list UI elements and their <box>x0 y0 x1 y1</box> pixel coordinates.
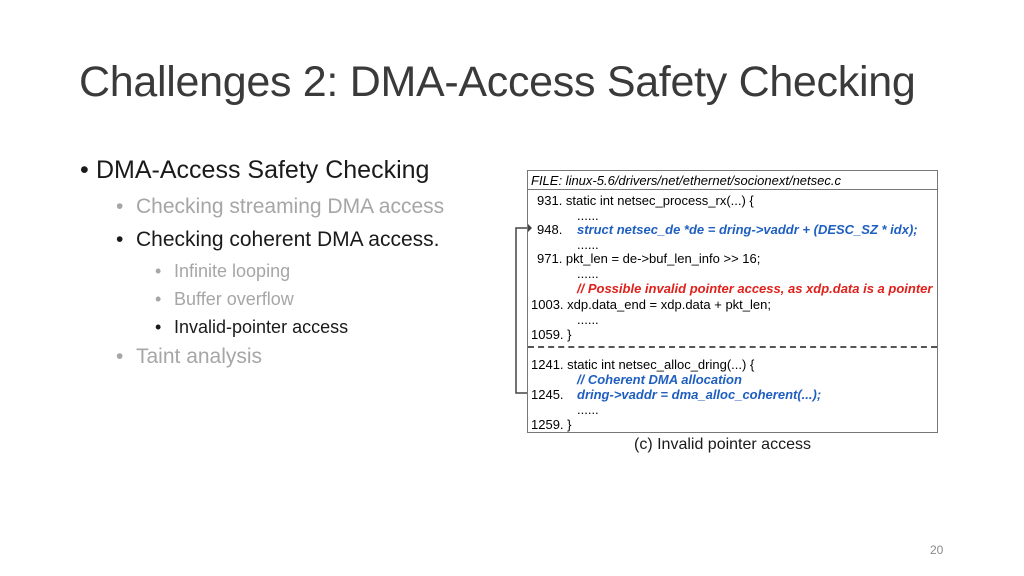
page-number: 20 <box>930 543 944 557</box>
code-line: 931. static int netsec_process_rx(...) { <box>537 193 754 208</box>
divider <box>528 346 937 348</box>
bullet-dot-icon: • <box>155 289 162 309</box>
bullet-dot-icon: • <box>155 317 162 337</box>
code-line: 1059. } <box>531 327 572 342</box>
code-line: ...... <box>577 237 599 252</box>
code-line: 1245. <box>531 387 564 402</box>
code-line: ...... <box>577 208 599 223</box>
code-comment-warning: // Possible invalid pointer access, as xdp.data is a pointer <box>577 281 933 296</box>
bullet-dot-icon: • <box>116 195 124 218</box>
bullet-infinite-looping <box>155 261 290 282</box>
code-line: ...... <box>577 266 599 281</box>
bullet-streaming-dma <box>116 195 444 219</box>
code-figure <box>527 170 938 433</box>
figure-caption: (c) Invalid pointer access <box>634 436 811 453</box>
bullet-coherent-dma <box>116 228 439 252</box>
code-line: 948. <box>537 222 563 237</box>
bullet-dot-icon: • <box>155 261 162 281</box>
code-comment: // Coherent DMA allocation <box>577 372 742 387</box>
bullet-dot-icon: • <box>116 345 124 368</box>
bullet-text: Invalid-pointer access <box>174 317 349 337</box>
code-line: 1259. } <box>531 417 572 432</box>
code-line-highlight: dring->vaddr = dma_alloc_coherent(...); <box>577 387 822 402</box>
bullet-text: Checking coherent DMA access. <box>136 228 440 251</box>
file-path-label: FILE: linux-5.6/drivers/net/ethernet/socionext/netsec.c <box>528 171 937 190</box>
code-line-highlight: struct netsec_de *de = dring->vaddr + (DESC_SZ * idx); <box>577 222 918 237</box>
bullet-taint-analysis <box>116 345 262 369</box>
code-line: 971. pkt_len = de->buf_len_info >> 16; <box>537 251 761 266</box>
bullet-text: Infinite looping <box>174 261 291 281</box>
bullet-dot-icon: • <box>116 228 124 251</box>
bullet-dma-access-safety <box>80 156 429 185</box>
bullet-text: Taint analysis <box>136 345 263 368</box>
bullet-text: Checking streaming DMA access <box>136 195 445 218</box>
bullet-invalid-pointer <box>155 317 348 338</box>
slide-title: Challenges 2: DMA-Access Safety Checking <box>79 58 916 106</box>
code-line: 1003. xdp.data_end = xdp.data + pkt_len; <box>531 297 771 312</box>
code-line: ...... <box>577 402 599 417</box>
code-line: ...... <box>577 312 599 327</box>
bullet-text: Buffer overflow <box>174 289 294 309</box>
code-line: 1241. static int netsec_alloc_dring(...) { <box>531 357 755 372</box>
bullet-text: DMA-Access Safety Checking <box>96 156 430 184</box>
bullet-buffer-overflow <box>155 289 294 310</box>
bullet-dot-icon: • <box>80 156 89 184</box>
